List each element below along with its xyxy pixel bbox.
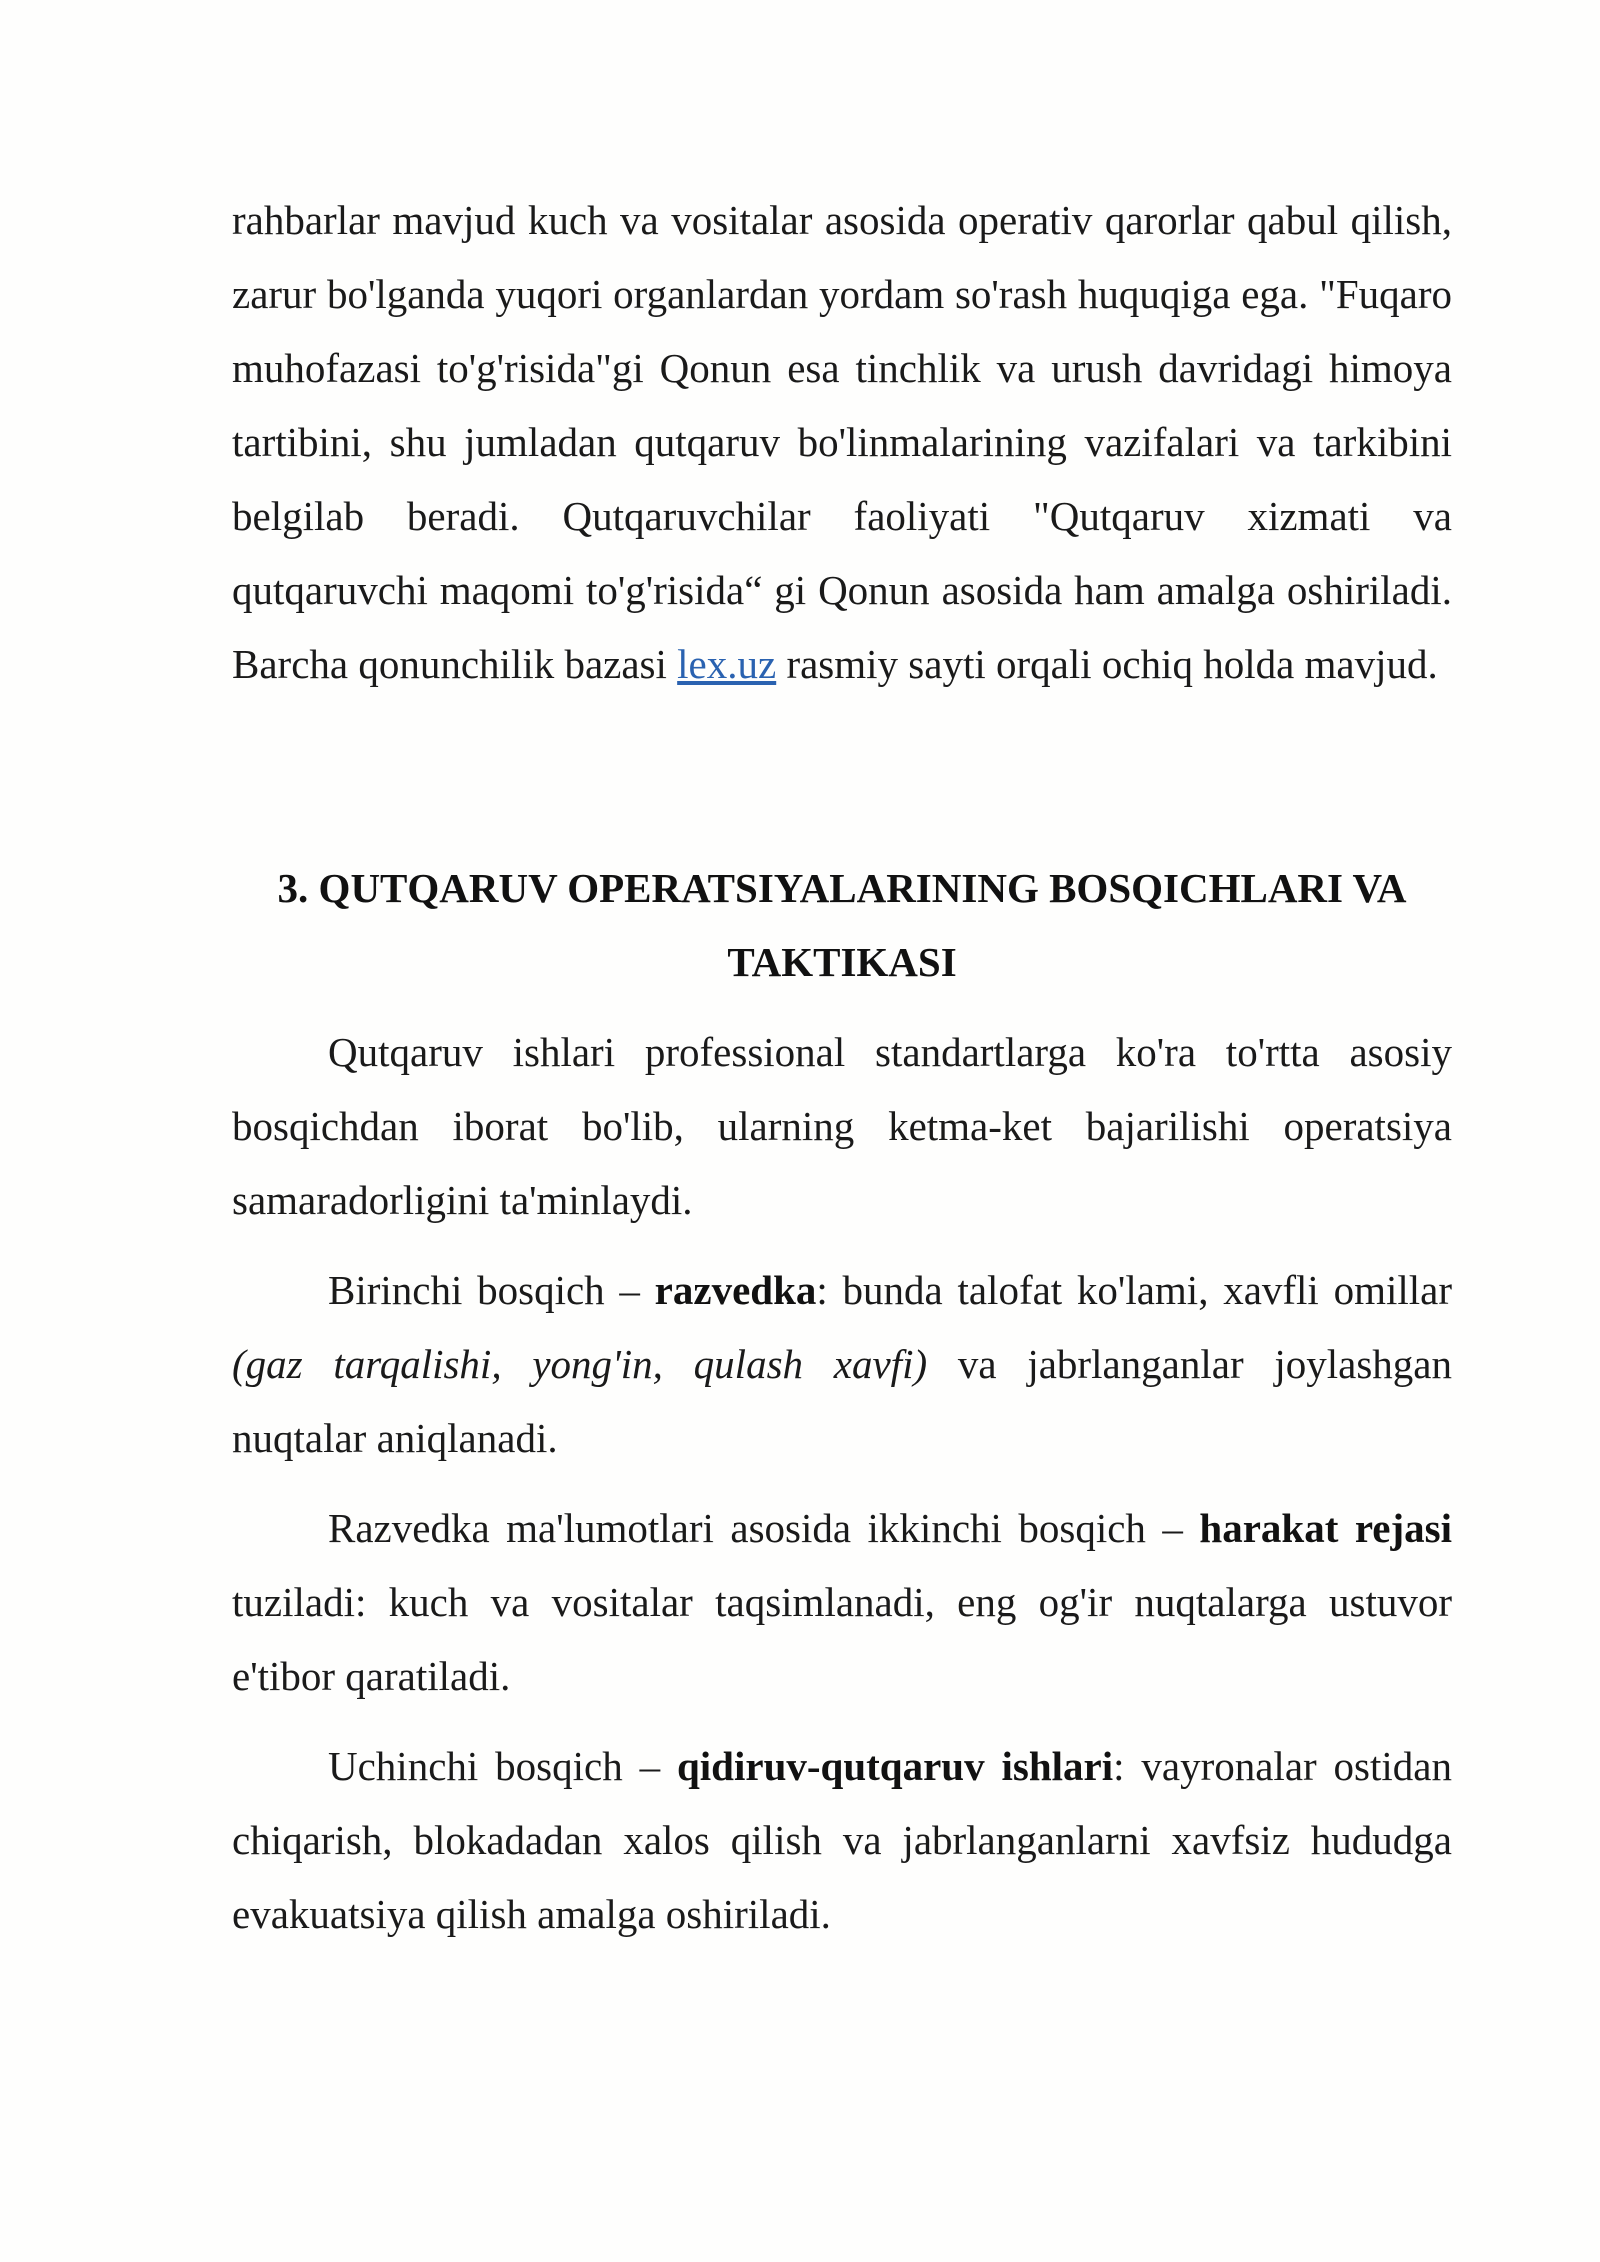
paragraph-stage-3: [232, 1729, 1452, 1951]
paragraph-stage-1: [232, 1253, 1452, 1475]
stage-3-text: Uchinchi bosqich –: [328, 1743, 677, 1789]
stage-2-term: harakat rejasi: [1199, 1505, 1452, 1551]
paragraph-stage-2: [232, 1491, 1452, 1713]
section-heading: [232, 851, 1452, 999]
stage-2-text: Razvedka ma'lumotlari asosida ikkinchi bosqich –: [328, 1505, 1200, 1551]
section-heading-line-1: 3. QUTQARUV OPERATSIYALARINING BOSQICHLARI VA: [277, 865, 1407, 911]
stage-3-term: qidiruv-qutqaruv ishlari: [676, 1743, 1114, 1789]
stage-1-term: razvedka: [654, 1267, 817, 1313]
stage-1-italic-examples: (gaz tarqalishi, yong'in, qulash xavfi): [232, 1341, 928, 1387]
stage-1-text: : bunda talofat ko'lami, xavfli omillar: [816, 1267, 1452, 1313]
stage-3-text: : vayronalar ostidan chiqarish, blokadadan xalos qilish va jabrlanganlarni xavfsiz hududga evakuatsiya qilish amalga oshiriladi.: [232, 1743, 1452, 1937]
paragraph-intro: Qutqaruv ishlari professional standartlarga ko'ra to'rtta asosiy bosqichdan iborat bo'lib, ularning ketma-ket bajarilishi operatsiya samaradorligini ta'minlaydi.: [232, 1029, 1452, 1223]
stage-1-text: va jabrlanganlar joylashgan nuqtalar aniqlanadi.: [232, 1341, 1452, 1461]
lex-uz-link[interactable]: lex.uz: [677, 641, 777, 687]
paragraph-legal-basis: [232, 183, 1452, 701]
document-body: [232, 183, 1452, 1951]
section-heading-line-2: TAKTIKASI: [727, 939, 957, 985]
paragraph-text: rahbarlar mavjud kuch va vositalar asosida operativ qarorlar qabul qilish, zarur bo'lganda yuqori organlardan yordam so'rash huquqiga ega. "Fuqaro muhofazasi to'g'risida"gi Qonun esa tinchlik va urush davridagi himoya tartibini, shu jumladan qutqaruv bo'linmalarining vazifalari va tarkibini belgilab beradi. Qutqaruvchilar faoliyati "Qutqaruv xizmati va qutqaruvchi maqomi to'g'risida“ gi Qonun asosida ham amalga oshiriladi. Barcha qonunchilik bazasi: [232, 197, 1452, 687]
stage-1-text: Birinchi bosqich –: [328, 1267, 655, 1313]
stage-2-text: tuziladi: kuch va vositalar taqsimlanadi, eng og'ir nuqtalarga ustuvor e'tibor qaratiladi.: [232, 1579, 1452, 1699]
paragraph-text: rasmiy sayti orqali ochiq holda mavjud.: [776, 641, 1438, 687]
